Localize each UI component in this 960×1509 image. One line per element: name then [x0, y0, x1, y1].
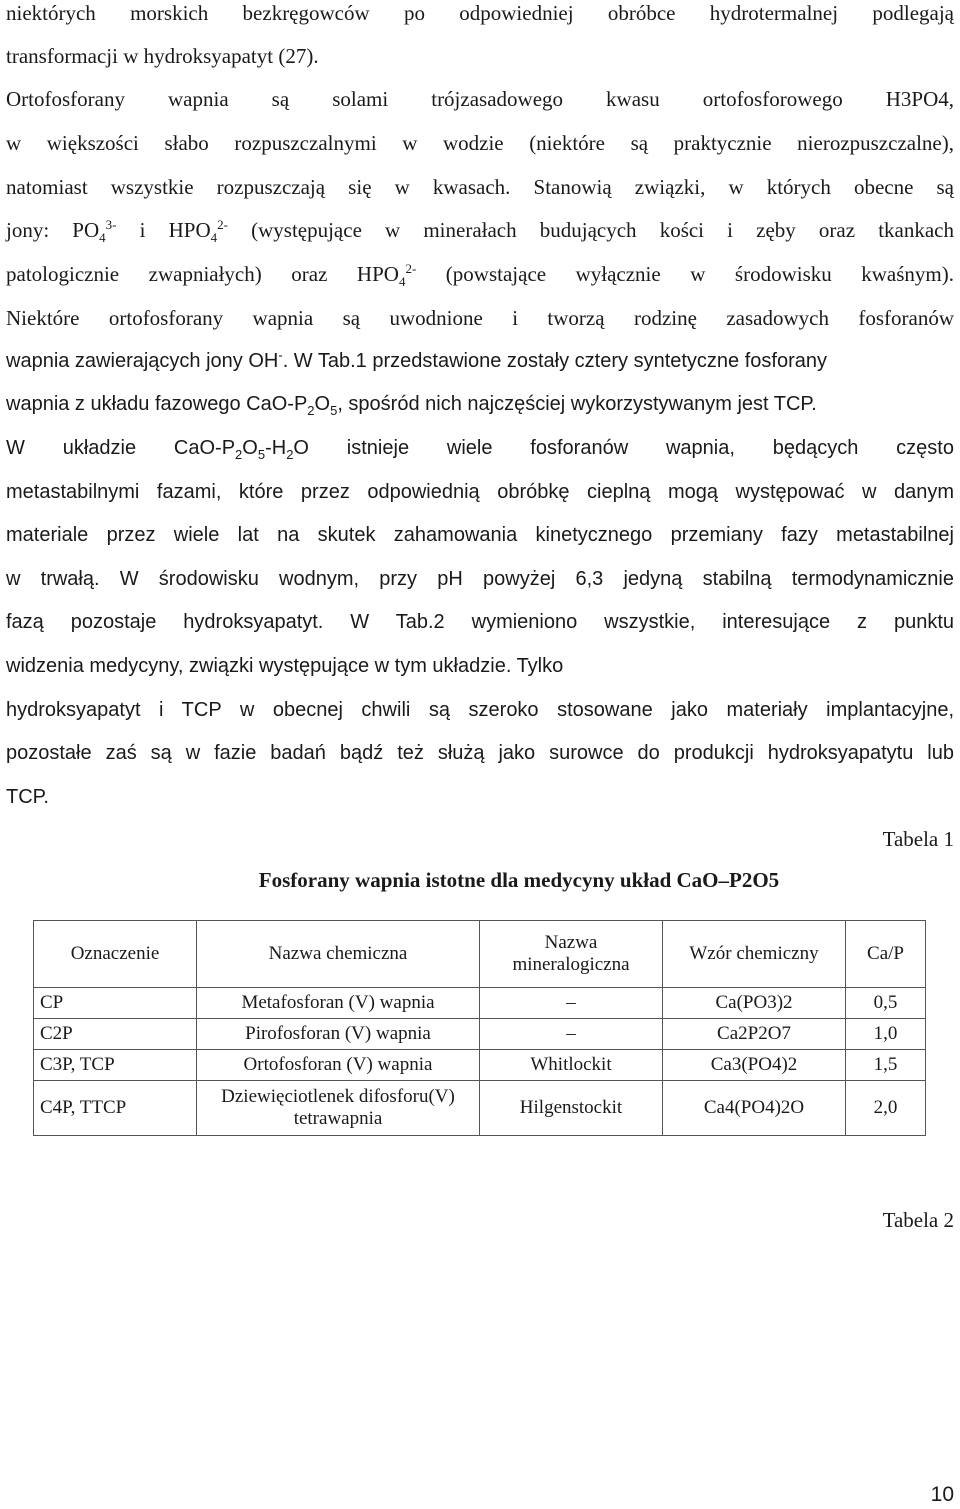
text-line-10a: wapnia z układu fazowego CaO-P — [6, 393, 308, 415]
subscript: 4 — [210, 230, 218, 246]
text-line-19: TCP. — [6, 786, 49, 808]
text-line-11b: O — [242, 437, 258, 459]
cell-ratio: 2,0 — [846, 1081, 926, 1136]
text-line-5 — [6, 174, 954, 200]
cell-code: C2P — [34, 1019, 197, 1050]
text-line-5a: natomiast wszystkie rozpuszczają się w kwasach. — [6, 175, 511, 199]
cell-ratio: 0,5 — [846, 988, 926, 1019]
subscript: 4 — [99, 230, 106, 246]
cell-code: CP — [34, 988, 197, 1019]
superscript: 2- — [217, 217, 228, 232]
text-line-10c: , spośród nich najczęściej wykorzystywanym jest TCP. — [337, 393, 817, 415]
superscript: - — [278, 347, 283, 363]
table-header-row — [34, 921, 926, 988]
header-mineral-line-1: Nazwa — [544, 932, 598, 953]
subscript: 2 — [307, 403, 315, 418]
superscript: 3- — [105, 217, 117, 232]
text-line-9a: wapnia zawierających jony OH — [6, 350, 279, 372]
text-line-7a: patologicznie zwapniałych) oraz HPO — [6, 262, 399, 286]
text-line-18: pozostałe zaś są w fazie badań bądź też służą jako surowce do produkcji hydroksyapatytu lub — [6, 742, 954, 764]
text-line-2: transformacji w hydroksyapatyt (27). — [6, 44, 319, 68]
subscript: 2 — [235, 447, 243, 462]
text-line-14: w trwałą. W środowisku wodnym, przy pH powyżej 6,3 jedyną stabilną termodynamicznie — [6, 568, 954, 590]
text-line-12: metastabilnymi fazami, które przez odpowiednią obróbkę cieplną mogą występować w danym — [6, 481, 954, 503]
text-line-9b: . W Tab.1 przedstawione zostały cztery syntetyczne fosforany — [282, 350, 828, 372]
cell-mineral-name: – — [480, 1019, 663, 1050]
text-line-6c: (występujące w minerałach budujących kości i zęby oraz tkankach — [251, 218, 954, 242]
cell-chemical-name: Ortofosforan (V) wapnia — [197, 1050, 480, 1081]
text-line-7b: (powstające wyłącznie w środowisku kwaśnym). — [445, 262, 954, 286]
table-row — [34, 988, 926, 1019]
cell-mineral-name: Whitlockit — [480, 1050, 663, 1081]
table-1-label: Tabela 1 — [882, 827, 954, 851]
subscript: 2 — [286, 447, 294, 462]
text-line-11 — [6, 435, 954, 461]
header-code: Oznaczenie — [34, 921, 197, 988]
text-line-11a: W układzie CaO-P — [6, 437, 236, 459]
table-row — [34, 1050, 926, 1081]
cell-chemical-name: Metafosforan (V) wapnia — [197, 988, 480, 1019]
text-line-7 — [6, 261, 954, 290]
text-line-6b: i HPO — [139, 218, 211, 242]
text-line-1: niektórych morskich bezkręgowców po odpowiedniej obróbce hydrotermalnej podlegają — [6, 1, 954, 25]
text-line-15: fazą pozostaje hydroksyapatyt. W Tab.2 wymieniono wszystkie, interesujące z punktu — [6, 611, 954, 633]
cell-chemical-name-line-1: Dziewięciotlenek difosforu(V) — [221, 1086, 455, 1107]
header-formula: Wzór chemiczny — [663, 921, 846, 988]
table-2-label: Tabela 2 — [882, 1208, 954, 1232]
text-line-6a: jony: PO — [6, 218, 100, 242]
text-line-9 — [6, 348, 954, 374]
table-1-title: Fosforany wapnia istotne dla medycyny układ CaO–P2O5 — [258, 868, 780, 892]
cell-code: C4P, TTCP — [34, 1081, 197, 1136]
cell-ratio: 1,0 — [846, 1019, 926, 1050]
calcium-phosphates-table — [33, 920, 926, 1136]
subscript: 5 — [330, 403, 338, 418]
table-row — [34, 1081, 926, 1136]
text-line-4: w większości słabo rozpuszczalnymi w wodzie (niektóre są praktycznie nierozpuszczalne), — [6, 131, 954, 155]
cell-mineral-name: Hilgenstockit — [480, 1081, 663, 1136]
subscript: 5 — [257, 447, 266, 462]
cell-mineral-name: – — [480, 988, 663, 1019]
cell-code: C3P, TCP — [34, 1050, 197, 1081]
header-mineral-line-2: mineralogiczna — [512, 954, 630, 975]
header-chemical-name: Nazwa chemiczna — [197, 921, 480, 988]
text-line-11c: -H — [265, 437, 287, 459]
table-row — [34, 1019, 926, 1050]
text-line-11d: O istnieje wiele fosforanów wapnia, będących często — [293, 437, 954, 459]
cell-formula: Ca(PO3)2 — [663, 988, 846, 1019]
header-ratio: Ca/P — [846, 921, 926, 988]
cell-ratio: 1,5 — [846, 1050, 926, 1081]
cell-chemical-name: Pirofosforan (V) wapnia — [197, 1019, 480, 1050]
text-line-8: Niektóre ortofosforany wapnia są uwodnione i tworzą rodzinę zasadowych fosforanów — [6, 306, 954, 330]
text-line-16: widzenia medycyny, związki występujące w tym układzie. Tylko — [6, 655, 564, 677]
text-line-17: hydroksyapatyt i TCP w obecnej chwili są szeroko stosowane jako materiały implantacyjne, — [6, 699, 954, 721]
cell-chemical-name — [197, 1081, 480, 1136]
text-line-5b: Stanowią związki, w których obecne są — [533, 175, 955, 199]
header-mineral-name — [480, 921, 663, 988]
cell-formula: Ca3(PO4)2 — [663, 1050, 846, 1081]
text-line-3: Ortofosforany wapnia są solami trójzasadowego kwasu ortofosforowego H3PO4, — [6, 87, 954, 111]
cell-formula: Ca4(PO4)2O — [663, 1081, 846, 1136]
text-line-10 — [6, 391, 954, 417]
superscript: 2- — [405, 261, 417, 276]
cell-chemical-name-line-2: tetrawapnia — [293, 1108, 383, 1129]
text-line-6 — [6, 217, 954, 246]
text-line-13: materiale przez wiele lat na skutek zahamowania kinetycznego przemiany fazy metastabilnej — [6, 524, 954, 546]
text-line-10b: O — [314, 393, 331, 415]
page-number: 10 — [930, 1483, 954, 1506]
cell-formula: Ca2P2O7 — [663, 1019, 846, 1050]
subscript: 4 — [398, 274, 406, 290]
